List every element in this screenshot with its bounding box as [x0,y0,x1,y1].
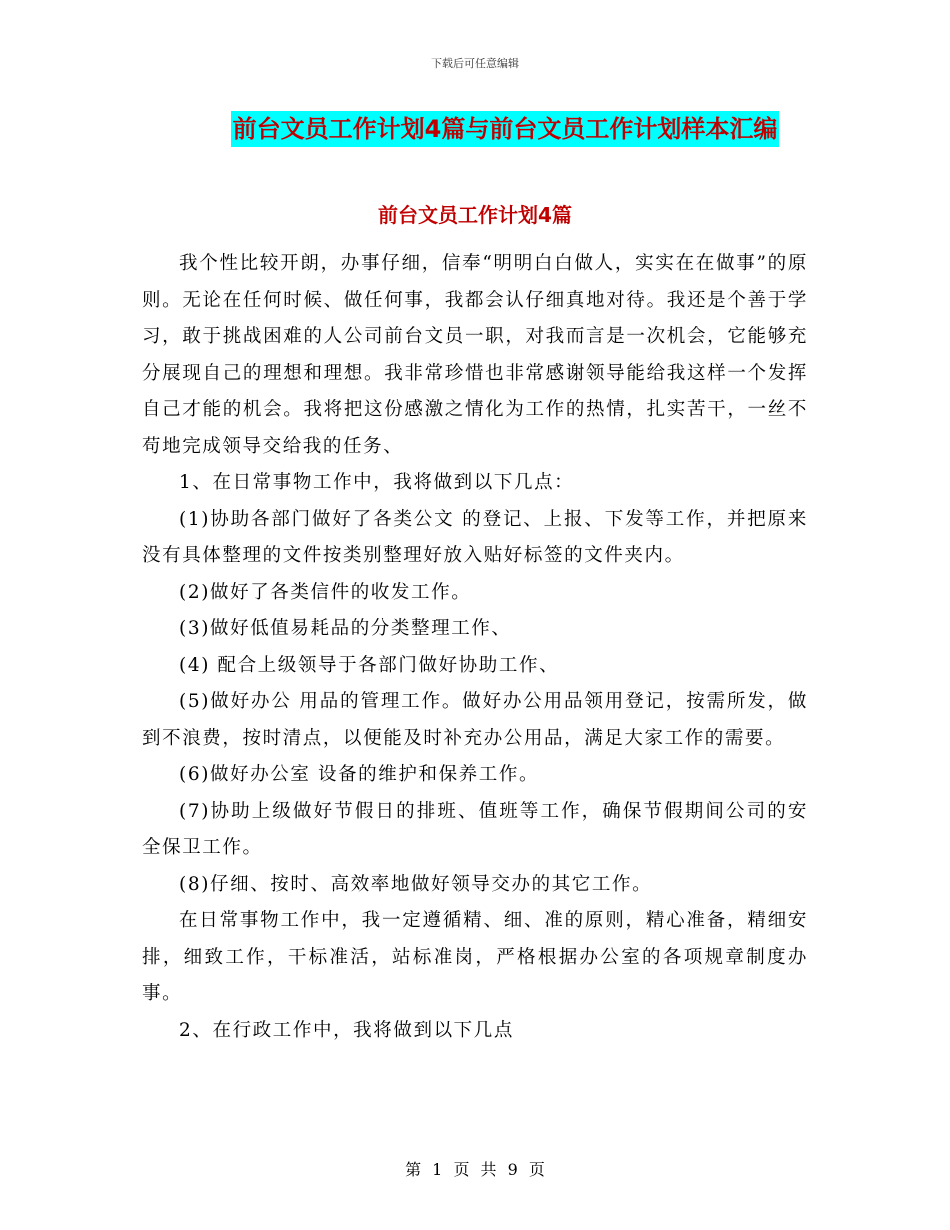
paragraph: 在日常事物工作中，我一定遵循精、细、准的原则，精心准备，精细安排，细致工作，干标准活，站标准岗，严格根据办公室的各项规章制度办事。 [142,910,808,1004]
paragraph: (5)做好办公 用品的管理工作。做好办公用品领用登记，按需所发，做到不浪费，按时清点，以便能及时补充办公用品，满足大家工作的需要。 [142,691,808,749]
paragraph: (7)协助上级做好节假日的排班、值班等工作，确保节假期间公司的安全保卫工作。 [142,800,808,858]
paragraph: (4) 配合上级领导于各部门做好协助工作、 [179,654,560,676]
paragraph: 1、在日常事物工作中，我将做到以下几点： [179,472,575,493]
document-body [142,246,808,1049]
page-footer: 第 1 页 共 9 页 [405,1160,545,1179]
header-note: 下载后可任意编辑 [431,57,519,70]
paragraph: (6)做好办公室 设备的维护和保养工作。 [179,764,540,785]
main-title: 前台文员工作计划4篇与前台文员工作计划样本汇编 [231,111,780,147]
paragraph: (8)仔细、按时、高效率地做好领导交办的其它工作。 [179,873,653,895]
paragraph: 我个性比较开朗，办事仔细，信奉“明明白白做人，实实在在做事”的原则。无论在任何时候、做任何事，我都会认仔细真地对待。我还是个善于学习，敢于挑战困难的人公司前台文员一职，对我而言是一次机会，它能够充分展现自己的理想和理想。我非常珍惜也非常感谢领导能给我这样一个发挥自己才能的机会。我将把这份感激之情化为工作的热情，扎实苦干，一丝不苟地完成领导交给我的任务、 [142,253,808,457]
paragraph: (1)协助各部门做好了各类公文 的登记、上报、下发等工作，并把原来没有具体整理的文件按类别整理好放入贴好标签的文件夹内。 [142,508,808,566]
sub-title: 前台文员工作计划4篇 [378,203,572,227]
paragraph: 2、在行政工作中，我将做到以下几点 [179,1019,514,1041]
main-title-container [0,111,950,147]
paragraph: (2)做好了各类信件的收发工作。 [179,581,472,603]
paragraph: (3)做好低值易耗品的分类整理工作、 [179,618,512,639]
